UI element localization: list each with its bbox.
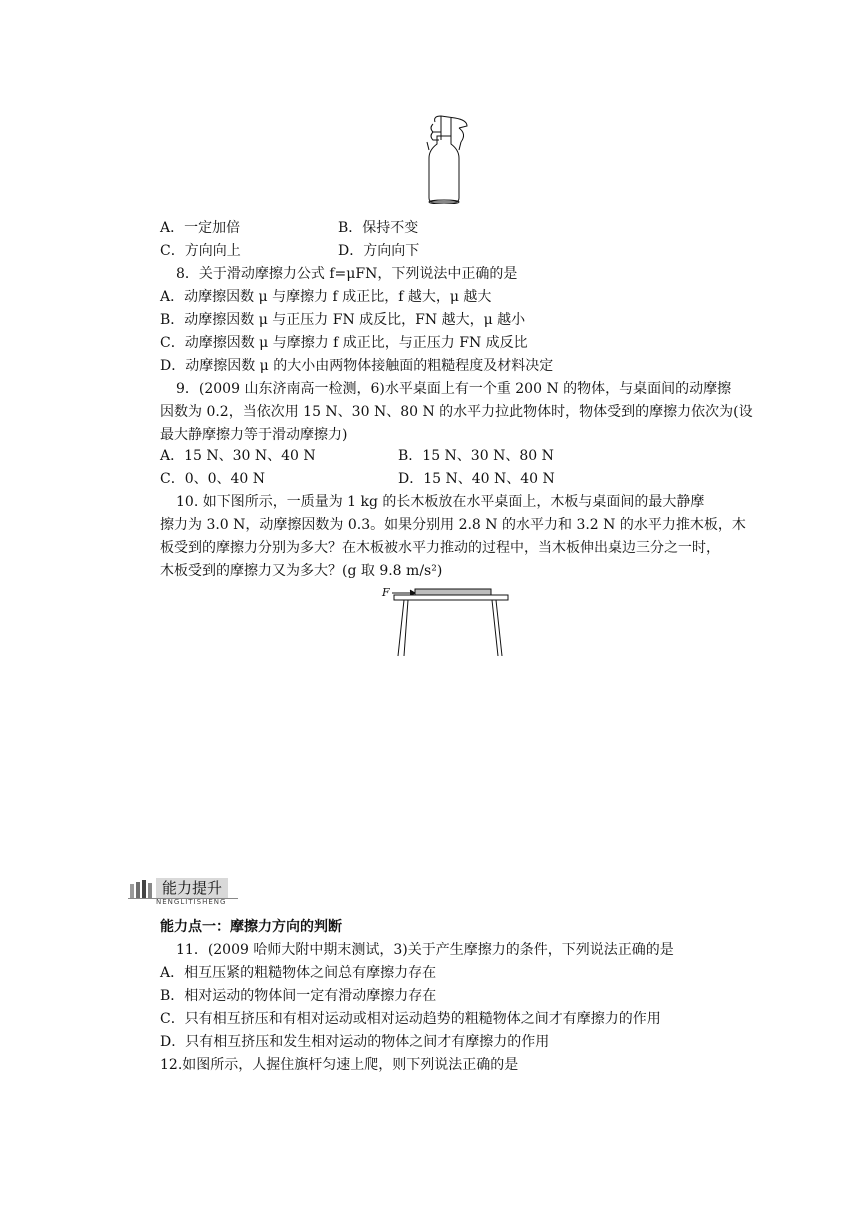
q11-option-c: C．只有相互挤压和有相对运动或相对运动趋势的粗糙物体之间才有摩擦力的作用 — [160, 1011, 661, 1027]
q8-stem: 8．关于滑动摩擦力公式 f=μFN，下列说法中正确的是 — [176, 266, 518, 282]
board-table-figure — [378, 584, 510, 660]
q7-option-d: D．方向向下 — [338, 243, 420, 259]
q7-option-c: C．方向向上 — [160, 243, 241, 259]
q9-option-a: A．15 N、30 N、40 N — [160, 448, 316, 464]
q8-option-c: C．动摩擦因数 μ 与摩擦力 f 成正比，与正压力 FN 成反比 — [160, 335, 528, 351]
q11-option-a: A．相互压紧的粗糙物体之间总有摩擦力存在 — [160, 965, 437, 981]
force-label: F — [382, 586, 390, 599]
hand-bottle-figure — [415, 112, 475, 204]
ability-point-heading: 能力点一：摩擦力方向的判断 — [160, 919, 342, 935]
q7-option-b: B．保持不变 — [338, 220, 419, 236]
q11-option-b: B．相对运动的物体间一定有滑动摩擦力存在 — [160, 988, 437, 1004]
q10-stem-line1: 10. 如下图所示，一质量为 1 kg 的长木板放在水平桌面上，木板与桌面间的最大静摩 — [176, 494, 705, 510]
q7-option-a: A．一定加倍 — [160, 220, 241, 236]
q9-stem-line1: 9．(2009 山东济南高一检测，6)水平桌面上有一个重 200 N 的物体，与桌面间的动摩擦 — [176, 381, 732, 397]
q8-option-d: D．动摩擦因数 μ 的大小由两物体接触面的粗糙程度及材料决定 — [160, 358, 554, 374]
q12-stem: 12.如图所示，人握住旗杆匀速上爬，则下列说法正确的是 — [160, 1057, 519, 1073]
q10-stem-line3: 板受到的摩擦力分别为多大？在木板被水平力推动的过程中，当木板伸出桌边三分之一时， — [160, 540, 720, 556]
q9-option-b: B．15 N、30 N、80 N — [398, 448, 554, 464]
q9-option-d: D．15 N、40 N、40 N — [398, 471, 555, 487]
q10-stem-line4: 木板受到的摩擦力又为多大？(g 取 9.8 m/s²) — [160, 563, 443, 579]
q11-stem: 11．(2009 哈师大附中期末测试，3)关于产生摩擦力的条件，下列说法正确的是 — [176, 942, 674, 958]
section-header — [128, 876, 238, 906]
q8-option-b: B．动摩擦因数 μ 与正压力 FN 成反比，FN 越大，μ 越小 — [160, 312, 526, 328]
q10-stem-line2: 擦力为 3.0 N，动摩擦因数为 0.3。如果分别用 2.8 N 的水平力和 3.2 N 的水平力推木板，木 — [160, 517, 746, 533]
q9-stem-line3: 最大静摩擦力等于滑动摩擦力) — [160, 427, 348, 443]
section-subtitle: NENGLITISHENG — [156, 898, 227, 906]
q9-option-c: C．0、0、40 N — [160, 471, 266, 487]
q11-option-d: D．只有相互挤压和发生相对运动的物体之间才有摩擦力的作用 — [160, 1034, 550, 1050]
q8-option-a: A．动摩擦因数 μ 与摩擦力 f 成正比，f 越大，μ 越大 — [160, 289, 492, 305]
q9-stem-line2: 因数为 0.2，当依次用 15 N、30 N、80 N 的水平力拉此物体时，物体受到的摩擦力依次为(设 — [160, 404, 753, 420]
section-title: 能力提升 — [156, 878, 228, 898]
book-icon — [128, 880, 154, 898]
